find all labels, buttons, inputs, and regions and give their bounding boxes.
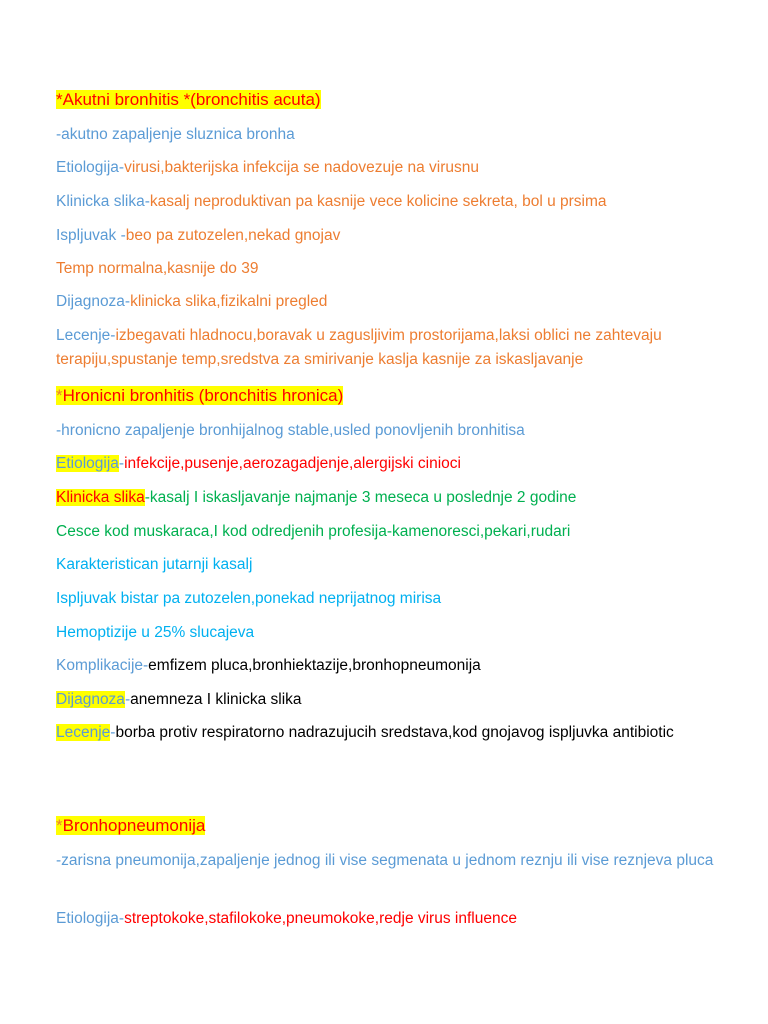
dash: - <box>124 691 131 708</box>
label: Etiologija <box>56 455 119 472</box>
hronicni-etiologija <box>56 452 716 476</box>
label: Klinicka slika- <box>56 193 150 210</box>
heading-highlight <box>56 386 343 405</box>
heading-bronhopneumonija <box>56 814 716 838</box>
akutni-definition: -akutno zapaljenje sluznica bronha <box>56 126 295 143</box>
hronicni-hemoptizije: Hemoptizije u 25% slucajeva <box>56 624 255 641</box>
hronicni-klinicka-slika <box>56 486 716 510</box>
heading-akutni-bronhitis <box>56 88 716 112</box>
bronhopneumonija-etiologija <box>56 907 716 931</box>
value: klinicka slika,fizikalni pregled <box>130 293 328 310</box>
value: beo pa zutozelen,nekad gnojav <box>125 227 341 244</box>
label: Etiologija- <box>56 159 125 176</box>
dash: - <box>118 455 125 472</box>
akutni-lecenje <box>56 324 716 372</box>
label: Etiologija- <box>56 910 125 927</box>
value: infekcije,pusenje,aerozagadjenje,alergijski cinioci <box>124 455 461 472</box>
value: borba protiv respiratorno nadrazujucih sredstava,kod gnojavog ispljuvka antibiotic <box>115 724 674 741</box>
hronicni-definition: -hronicno zapaljenje bronhijalnog stable,usled ponovljenih bronhitisa <box>56 422 525 439</box>
akutni-ispljuvak <box>56 224 716 248</box>
heading-text: Hronicni bronhitis (bronchitis hronica) <box>62 386 344 405</box>
hronicni-dijagnoza <box>56 688 716 712</box>
value: kasalj neproduktivan pa kasnije vece kolicine sekreta, bol u prsima <box>149 193 607 210</box>
hronicni-lecenje <box>56 721 716 745</box>
label: Ispljuvak - <box>56 227 126 244</box>
dash: - <box>110 724 116 741</box>
label: Klinicka slika <box>56 489 145 506</box>
akutni-dijagnoza <box>56 290 716 314</box>
value: emfizem pluca,bronhiektazije,bronhopneumonija <box>148 657 481 674</box>
akutni-temp: Temp normalna,kasnije do 39 <box>56 260 259 277</box>
heading-highlight <box>56 816 205 835</box>
value: izbegavati hladnocu,boravak u zagusljivim prostorijama,laksi oblici ne zahtevaju terapiju,spustanje temp,sredstva za smirivanje kaslja kasnije za iskasljavanje <box>56 327 662 368</box>
heading-text: *Akutni bronhitis *(bronchitis acuta) <box>56 90 321 109</box>
heading-hronicni-bronhitis <box>56 384 716 408</box>
value: virusi,bakterijska infekcija se nadovezuje na virusnu <box>124 159 480 176</box>
label: Lecenje- <box>56 327 116 344</box>
value: streptokoke,stafilokoke,pneumokoke,redje virus influence <box>124 910 517 927</box>
akutni-etiologija <box>56 156 716 180</box>
hronicni-kasalj: Karakteristican jutarnji kasalj <box>56 556 253 573</box>
label: Komplikacije- <box>56 657 149 674</box>
label: Dijagnoza <box>56 691 125 708</box>
hronicni-cesce: Cesce kod muskaraca,I kod odredjenih profesija-kamenoresci,pekari,rudari <box>56 523 571 540</box>
heading-star: * <box>56 816 63 835</box>
bronhopneumonija-definition: -zarisna pneumonija,zapaljenje jednog ili vise segmenata u jednom reznju ili vise reznjeva pluca <box>56 852 714 869</box>
label: Dijagnoza- <box>56 293 131 310</box>
value: anemneza I klinicka slika <box>130 691 302 708</box>
heading-star: * <box>56 386 63 405</box>
hronicni-ispljuvak: Ispljuvak bistar pa zutozelen,ponekad neprijatnog mirisa <box>56 590 442 607</box>
akutni-klinicka-slika <box>56 190 716 214</box>
value: -kasalj I iskasljavanje najmanje 3 meseca u poslednje 2 godine <box>144 489 577 506</box>
label: Lecenje <box>56 724 111 741</box>
heading-text: Bronhopneumonija <box>62 816 206 835</box>
hronicni-komplikacije <box>56 654 716 678</box>
